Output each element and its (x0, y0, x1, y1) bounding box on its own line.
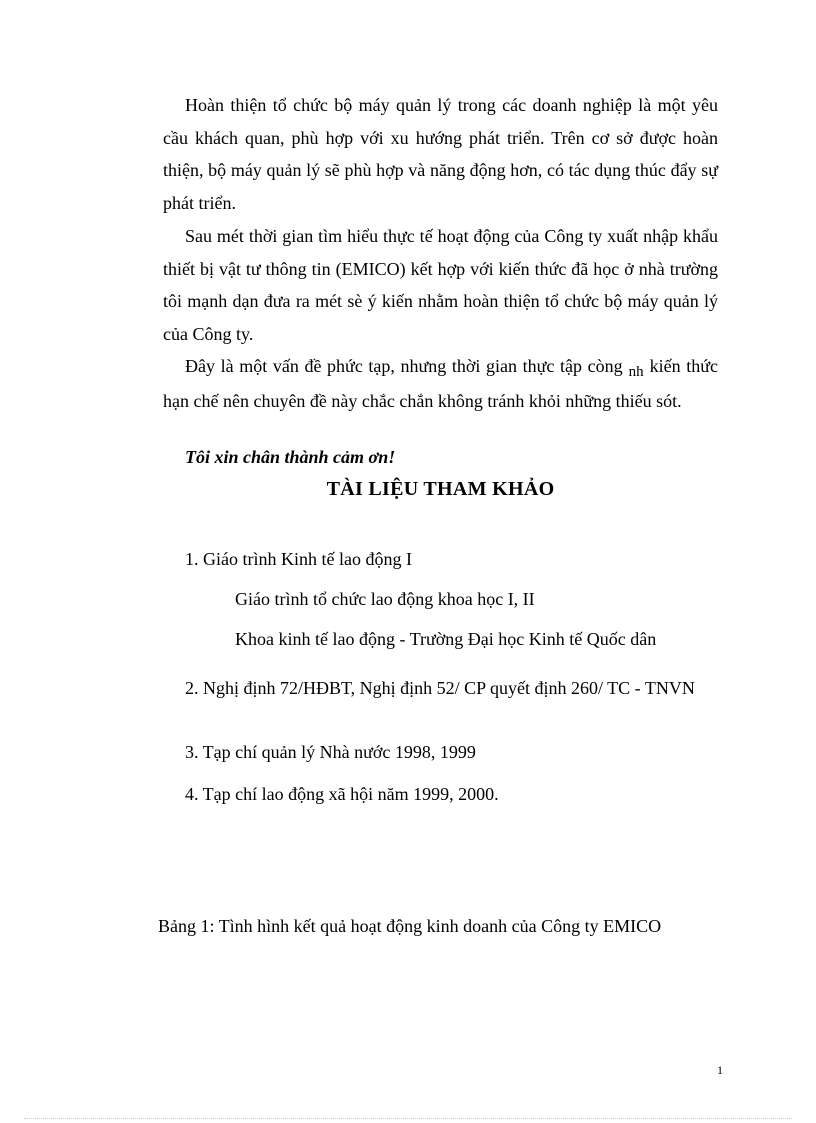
reference-item-3: 3. Tạp chí quản lý Nhà nước 1998, 1999 (185, 742, 476, 762)
page-number: 1 (717, 1063, 723, 1077)
paragraph-3 (163, 350, 718, 417)
paragraph-2: Sau mét thời gian tìm hiểu thực tế hoạt động của Công ty xuất nhập khẩu thiết bị vật tư thông tin (EMICO) kết hợp với kiến thức đã học ở nhà trường tôi mạnh dạn đưa ra mét sè ý kiến nhằm hoàn thiện tổ chức bộ máy quản lý của Công ty. (163, 226, 718, 344)
reference-item-1-sub-a: Giáo trình tổ chức lao động khoa học I, II (235, 589, 535, 609)
paragraph-3-after: kiến thức hạn chế nên chuyên đề này chắc chắn không tránh khỏi những thiếu sót. (163, 356, 718, 411)
references-title: TÀI LIỆU THAM KHẢO (326, 478, 555, 500)
paragraph-3-before: Đây là một vấn đề phức tạp, nhưng thời gian thực tập còng (185, 356, 623, 376)
reference-item-1: 1. Giáo trình Kinh tế lao động I (185, 549, 412, 569)
thanks-line: Tôi xin chân thành cảm ơn! (185, 447, 396, 467)
page-bottom-divider (24, 1118, 792, 1119)
paragraph-1: Hoàn thiện tổ chức bộ máy quản lý trong các doanh nghiệp là một yêu cầu khách quan, phù hợp với xu hướng phát triển. Trên cơ sở được hoàn thiện, bộ máy quản lý sẽ phù hợp và năng động hơn, có tác dụng thúc đẩy sự phát triển. (163, 95, 718, 213)
reference-item-4: 4. Tạp chí lao động xã hội năm 1999, 2000. (185, 784, 499, 804)
paragraph-3-inline-fragment: nh (628, 364, 644, 380)
table-caption: Bảng 1: Tình hình kết quả hoạt động kinh doanh của Công ty EMICO (158, 916, 662, 936)
reference-item-2: 2. Nghị định 72/HĐBT, Nghị định 52/ CP quyết định 260/ TC - TNVN (185, 678, 695, 698)
reference-item-1-sub-b: Khoa kinh tế lao động - Trường Đại học Kinh tế Quốc dân (235, 629, 657, 649)
